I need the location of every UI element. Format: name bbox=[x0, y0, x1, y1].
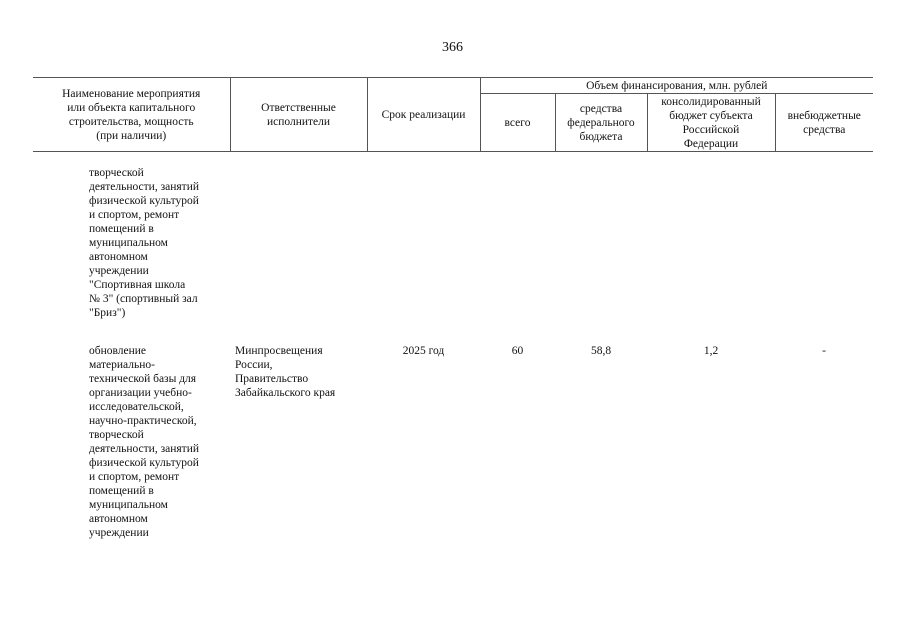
row-responsible: Минпросвещения России, Правительство Забайкальского края bbox=[235, 345, 336, 399]
row-regional bbox=[647, 166, 775, 320]
row-responsible bbox=[230, 166, 367, 320]
row-total: 60 bbox=[511, 345, 524, 357]
header-extrabudget: внебюджетные средства bbox=[775, 94, 873, 152]
row-extrabudget bbox=[775, 166, 873, 320]
row-term bbox=[367, 166, 480, 320]
header-regional: консолидированный бюджет субъекта Российской Федерации bbox=[647, 94, 775, 152]
row-federal: 58,8 bbox=[590, 345, 612, 357]
header-responsible: Ответственные исполнители bbox=[230, 78, 367, 152]
header-financing-group: Объем финансирования, млн. рублей bbox=[480, 78, 873, 94]
header-federal: средства федерального бюджета bbox=[555, 94, 647, 152]
row-extrabudget: - bbox=[822, 345, 826, 357]
header-name: Наименование мероприятия или объекта капитального строительства, мощность (при наличии) bbox=[33, 78, 230, 152]
row-regional: 1,2 bbox=[703, 345, 719, 357]
table-row bbox=[33, 166, 873, 320]
table-row bbox=[33, 344, 873, 540]
row-name: обновление материально- технической базы для организации учебно- исследовательской, научно-практической, творческой деятельности, занятий физической культурой и спортом, ремонт помещений в муниципальном автономном учреждении bbox=[89, 345, 200, 539]
header-term: Срок реализации bbox=[367, 78, 480, 152]
header-total: всего bbox=[480, 94, 555, 152]
row-name: творческой деятельности, занятий физической культурой и спортом, ремонт помещений в муниципальном автономном учреждении "Спортивная школа № 3" (спортивный зал "Бриз") bbox=[89, 167, 200, 319]
row-total bbox=[480, 166, 555, 320]
financing-table bbox=[33, 77, 873, 540]
row-term: 2025 год bbox=[402, 345, 445, 357]
row-federal bbox=[555, 166, 647, 320]
page-number: 366 bbox=[442, 40, 463, 55]
